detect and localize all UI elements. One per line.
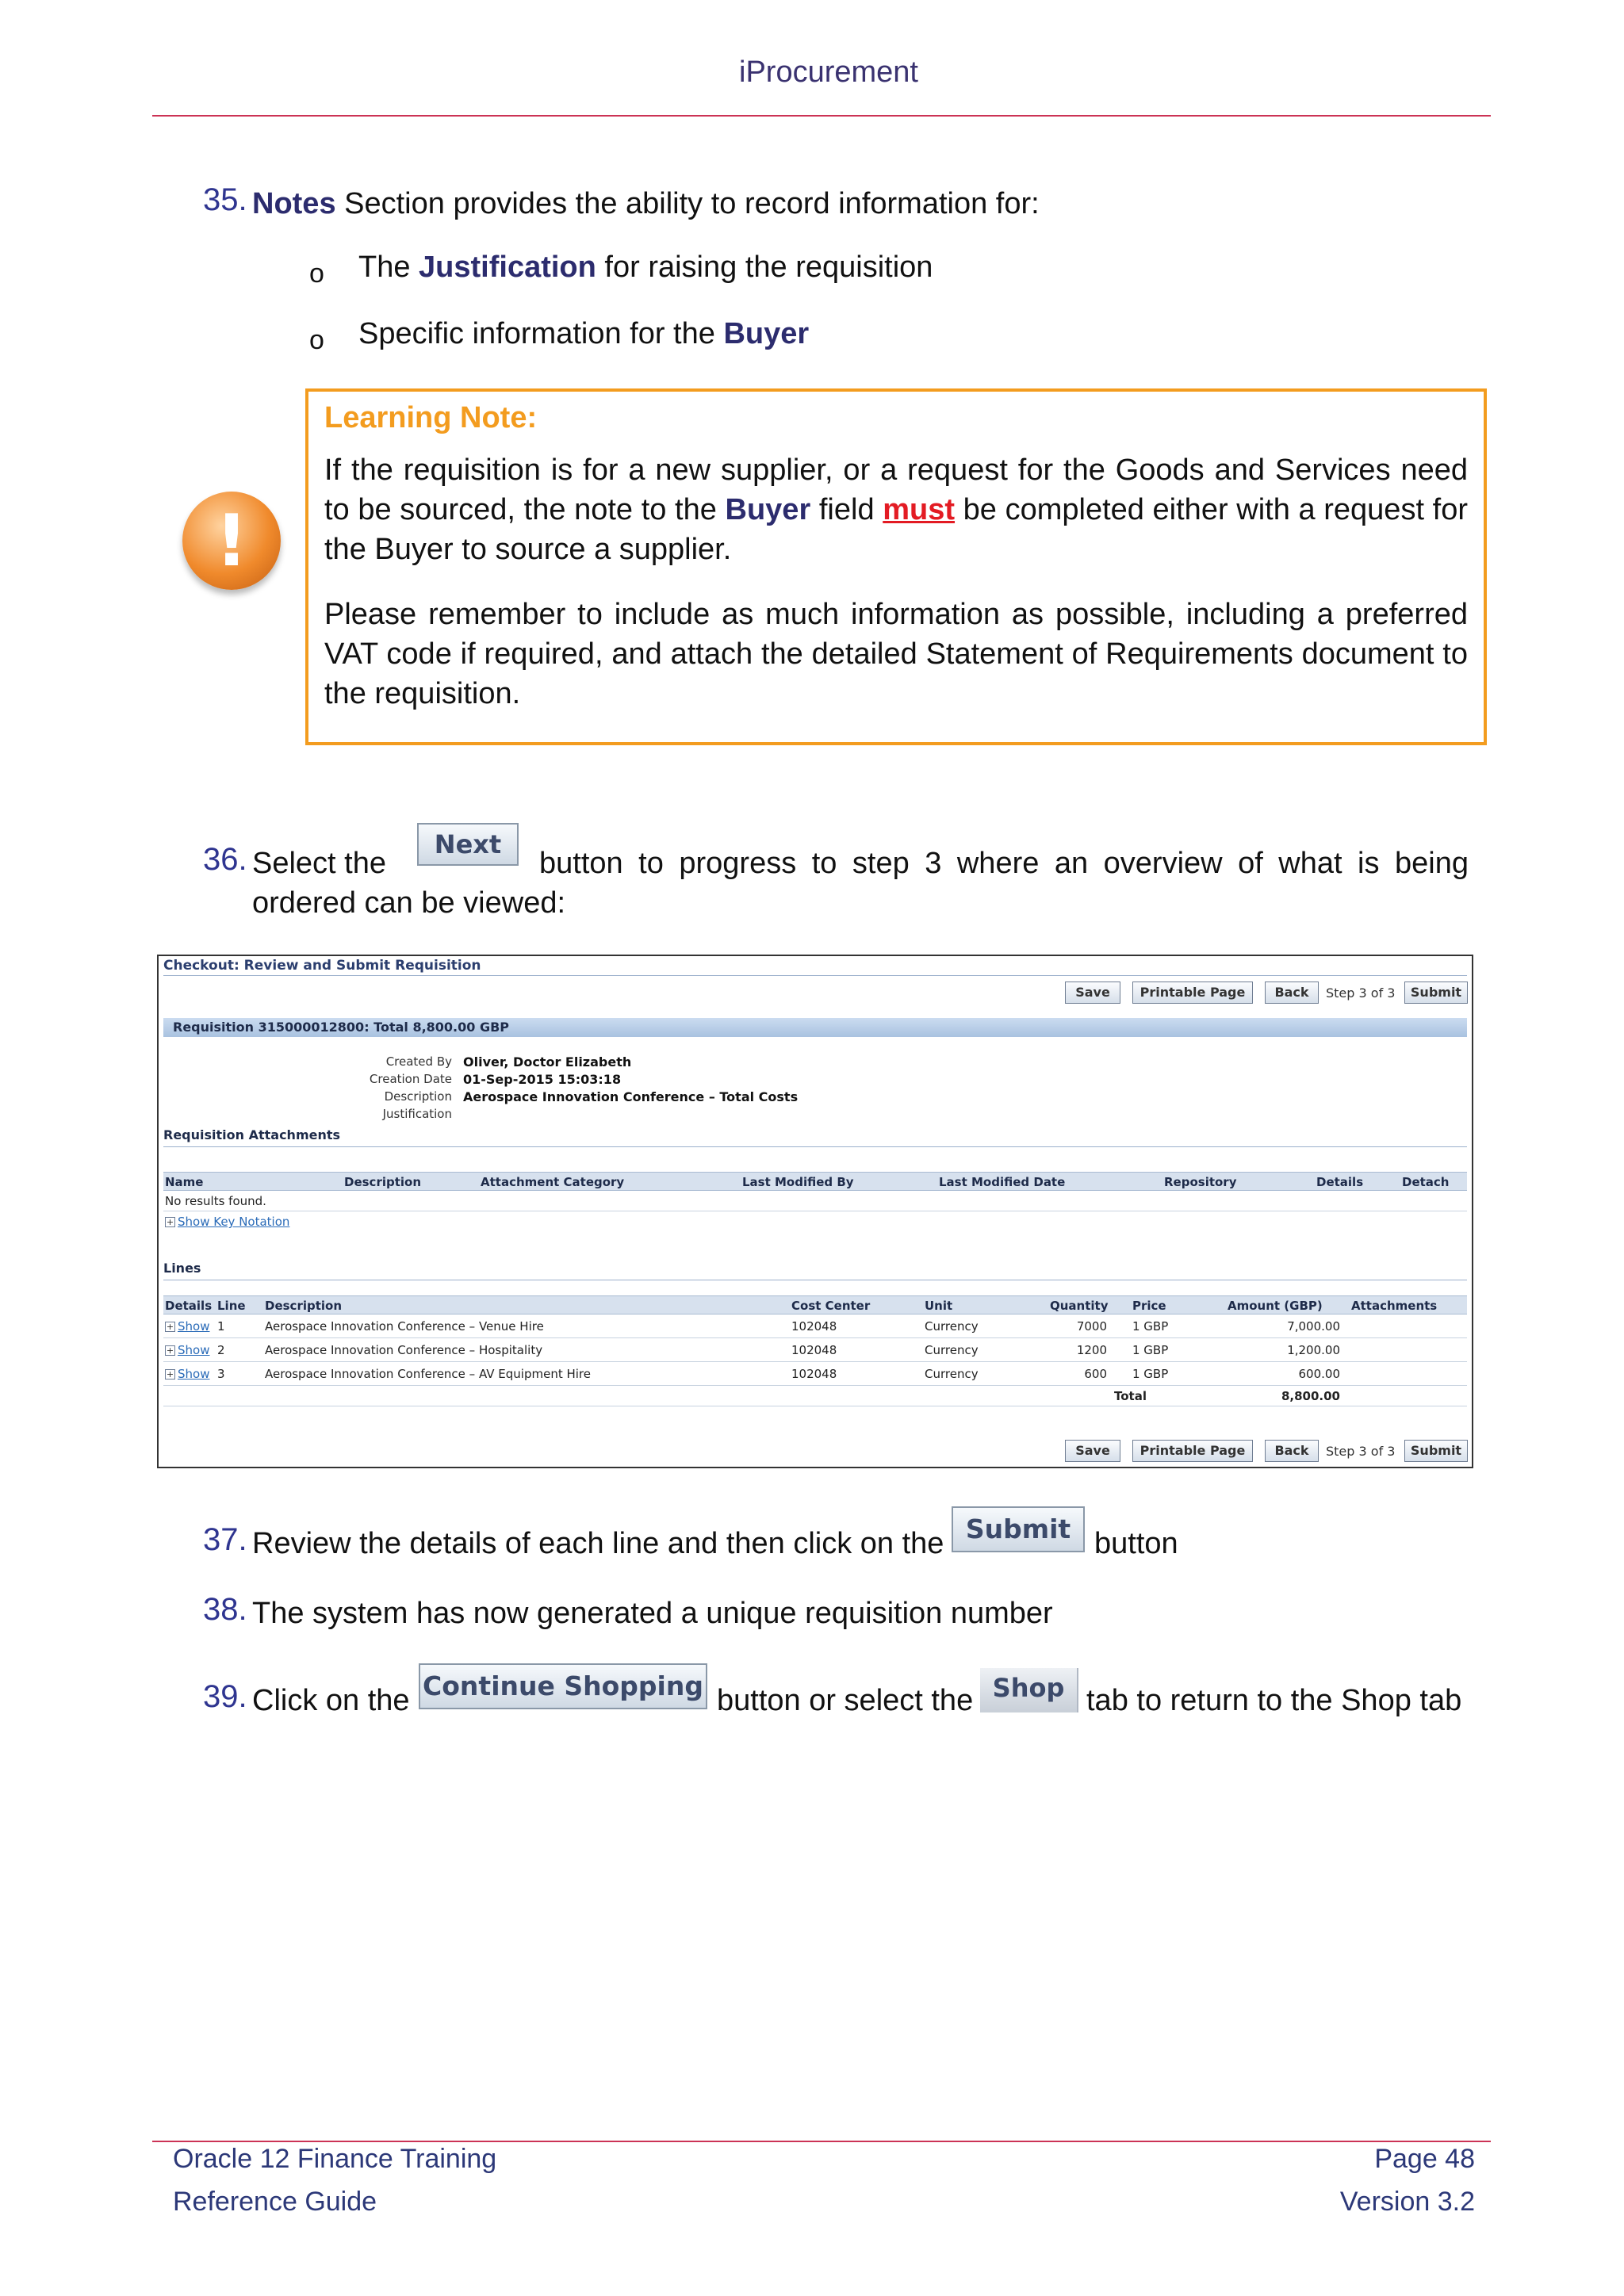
field-value: 01-Sep-2015 15:03:18: [463, 1072, 622, 1087]
expand-icon: +: [166, 1322, 174, 1332]
step-36-post: button to progress to step 3 where an overview of what is being: [539, 847, 1469, 880]
footer-version: Version 3.2: [1339, 2187, 1475, 2217]
page-header-title: iProcurement: [739, 55, 918, 89]
column-header: Cost Center: [791, 1299, 871, 1313]
note-must-term: must: [883, 493, 956, 526]
field-label: Justification: [382, 1107, 452, 1121]
lines-heading: Lines: [163, 1261, 201, 1276]
warning-icon: !: [182, 492, 281, 590]
line-number: 2: [217, 1343, 225, 1357]
column-header: Attachment Category: [481, 1175, 625, 1189]
step-39-post: tab to return to the Shop tab: [1086, 1684, 1462, 1717]
notes-term: Notes: [252, 187, 336, 220]
printable-page-button[interactable]: Printable Page: [1132, 1440, 1253, 1462]
step-37-pre: Review the details of each line and then click on the: [252, 1527, 944, 1560]
line-description: Aerospace Innovation Conference – Venue Hire: [265, 1319, 544, 1334]
next-button-image: Next: [417, 823, 519, 866]
line-number: 1: [217, 1319, 225, 1334]
step-36-pre: Select the: [252, 847, 386, 880]
column-header: Line: [217, 1299, 246, 1313]
bullet-post: for raising the requisition: [596, 251, 933, 284]
field-value: Oliver, Doctor Elizabeth: [463, 1054, 632, 1070]
table-row: [163, 1314, 1467, 1338]
save-button[interactable]: Save: [1065, 1440, 1120, 1462]
step-38-text: The system has now generated a unique requisition number: [252, 1597, 1053, 1630]
bullet-item: [358, 317, 809, 351]
quantity: 600: [1084, 1367, 1107, 1381]
requisition-bar: Requisition 315000012800: Total 8,800.00 GBP: [163, 1018, 1467, 1037]
column-header: Detach: [1402, 1175, 1450, 1189]
submit-button-image: Submit: [952, 1506, 1085, 1552]
learning-note-paragraph: Please remember to include as much information as possible, including a preferred VAT code if required, and attach the detailed Statement of Requirements document to the requisition.: [324, 598, 1468, 710]
continue-shopping-button-image: Continue Shopping: [419, 1663, 707, 1709]
lines-table-header: [163, 1295, 1467, 1314]
submit-button[interactable]: Submit: [1404, 982, 1468, 1004]
step-number: 38.: [203, 1592, 247, 1627]
step-number: 39.: [203, 1679, 247, 1714]
step-39-mid: button or select the: [717, 1684, 974, 1717]
attachments-table-header: [163, 1172, 1467, 1191]
attachments-heading: Requisition Attachments: [163, 1127, 341, 1142]
footer-left-2: Reference Guide: [173, 2187, 377, 2217]
price: 1 GBP: [1132, 1367, 1169, 1381]
unit: Currency: [925, 1343, 979, 1357]
step-indicator: Step 3 of 3: [1326, 1444, 1396, 1459]
column-header: Price: [1132, 1299, 1166, 1313]
column-header: Description: [265, 1299, 343, 1313]
back-button[interactable]: Back: [1265, 1440, 1319, 1462]
show-link[interactable]: Show: [178, 1319, 210, 1334]
column-header: Description: [344, 1175, 422, 1189]
step-36-line2: ordered can be viewed:: [252, 886, 566, 920]
column-header: Last Modified By: [742, 1175, 854, 1189]
unit: Currency: [925, 1319, 979, 1334]
shop-tab-image: Shop: [980, 1668, 1078, 1712]
bullet-item: [358, 251, 933, 285]
step-number: 37.: [203, 1522, 247, 1557]
column-header: Details: [165, 1299, 213, 1313]
learning-note-box: [305, 388, 1487, 745]
note-text: be completed either with a request for the Buyer to source a supplier.: [324, 493, 1468, 566]
no-results-text: No results found.: [165, 1194, 266, 1208]
column-header: Last Modified Date: [939, 1175, 1066, 1189]
expand-icon: +: [166, 1345, 174, 1356]
table-row: [163, 1191, 1467, 1211]
total-row: [163, 1386, 1467, 1406]
step-39-pre: Click on the: [252, 1684, 410, 1717]
field-label: Created By: [385, 1054, 452, 1069]
column-header: Name: [165, 1175, 204, 1189]
field-value: Aerospace Innovation Conference – Total Costs: [463, 1089, 799, 1104]
column-header: Unit: [925, 1299, 953, 1313]
step-number: 35.: [203, 182, 247, 217]
footer-page-number: Page 48: [1374, 2144, 1475, 2174]
show-link[interactable]: Show: [178, 1367, 210, 1381]
bullet-pre: Specific information for the: [358, 317, 724, 350]
table-row: [163, 1338, 1467, 1362]
step-indicator: Step 3 of 3: [1326, 985, 1396, 1001]
expand-icon: +: [166, 1217, 174, 1227]
field-label: Creation Date: [369, 1072, 452, 1086]
total-value: 8,800.00: [1281, 1389, 1340, 1403]
column-header: Amount (GBP): [1228, 1299, 1323, 1313]
back-button[interactable]: Back: [1265, 982, 1319, 1004]
footer-rule: [152, 2141, 1491, 2142]
bullet-marker: o: [309, 258, 324, 289]
cost-center: 102048: [791, 1319, 837, 1334]
column-header: Attachments: [1351, 1299, 1438, 1313]
step-35-text: [252, 184, 1040, 224]
cost-center: 102048: [791, 1343, 837, 1357]
printable-page-button[interactable]: Printable Page: [1132, 982, 1253, 1004]
expand-icon: +: [166, 1369, 174, 1380]
footer-left-1: Oracle 12 Finance Training: [173, 2144, 497, 2174]
show-key-notation[interactable]: [165, 1215, 289, 1229]
note-text: If the requisition is for a new supplier, or a request for the Goods and Services need to be sourced, the note to the: [324, 453, 1468, 526]
column-header: Repository: [1164, 1175, 1237, 1189]
bullet-term: Justification: [419, 251, 596, 284]
show-key-link[interactable]: Show Key Notation: [178, 1215, 290, 1229]
learning-note-title: Learning Note:: [324, 401, 538, 434]
details-cell[interactable]: [165, 1319, 209, 1334]
price: 1 GBP: [1132, 1343, 1169, 1357]
step-number: 36.: [203, 842, 247, 877]
column-header: Quantity: [1050, 1299, 1109, 1313]
learning-note-paragraph: [324, 450, 1468, 569]
note-buyer-term: Buyer: [725, 493, 811, 526]
amount: 600.00: [1298, 1367, 1340, 1381]
header-rule: [152, 115, 1491, 117]
unit: Currency: [925, 1367, 979, 1381]
bullet-marker: o: [309, 325, 324, 355]
quantity: 7000: [1076, 1319, 1107, 1334]
save-button[interactable]: Save: [1065, 982, 1120, 1004]
amount: 1,200.00: [1287, 1343, 1340, 1357]
bullet-term: Buyer: [723, 317, 810, 350]
line-description: Aerospace Innovation Conference – AV Equipment Hire: [265, 1367, 591, 1381]
step-37-post: button: [1094, 1527, 1178, 1560]
checkout-screenshot: [157, 955, 1473, 1468]
step-35-body: Section provides the ability to record information for:: [335, 187, 1040, 220]
submit-button[interactable]: Submit: [1404, 1440, 1468, 1462]
cost-center: 102048: [791, 1367, 837, 1381]
amount: 7,000.00: [1287, 1319, 1340, 1334]
table-row: [163, 1362, 1467, 1386]
quantity: 1200: [1076, 1343, 1107, 1357]
field-label: Description: [384, 1089, 452, 1104]
details-cell[interactable]: [165, 1367, 209, 1381]
checkout-title: Checkout: Review and Submit Requisition: [163, 958, 481, 974]
show-link[interactable]: Show: [178, 1343, 210, 1357]
bullet-pre: The: [358, 251, 419, 284]
details-cell[interactable]: [165, 1343, 209, 1357]
line-number: 3: [217, 1367, 225, 1381]
note-text: field: [810, 493, 883, 526]
price: 1 GBP: [1132, 1319, 1169, 1334]
total-label: Total: [1114, 1389, 1147, 1403]
column-header: Details: [1316, 1175, 1364, 1189]
line-description: Aerospace Innovation Conference – Hospitality: [265, 1343, 543, 1357]
